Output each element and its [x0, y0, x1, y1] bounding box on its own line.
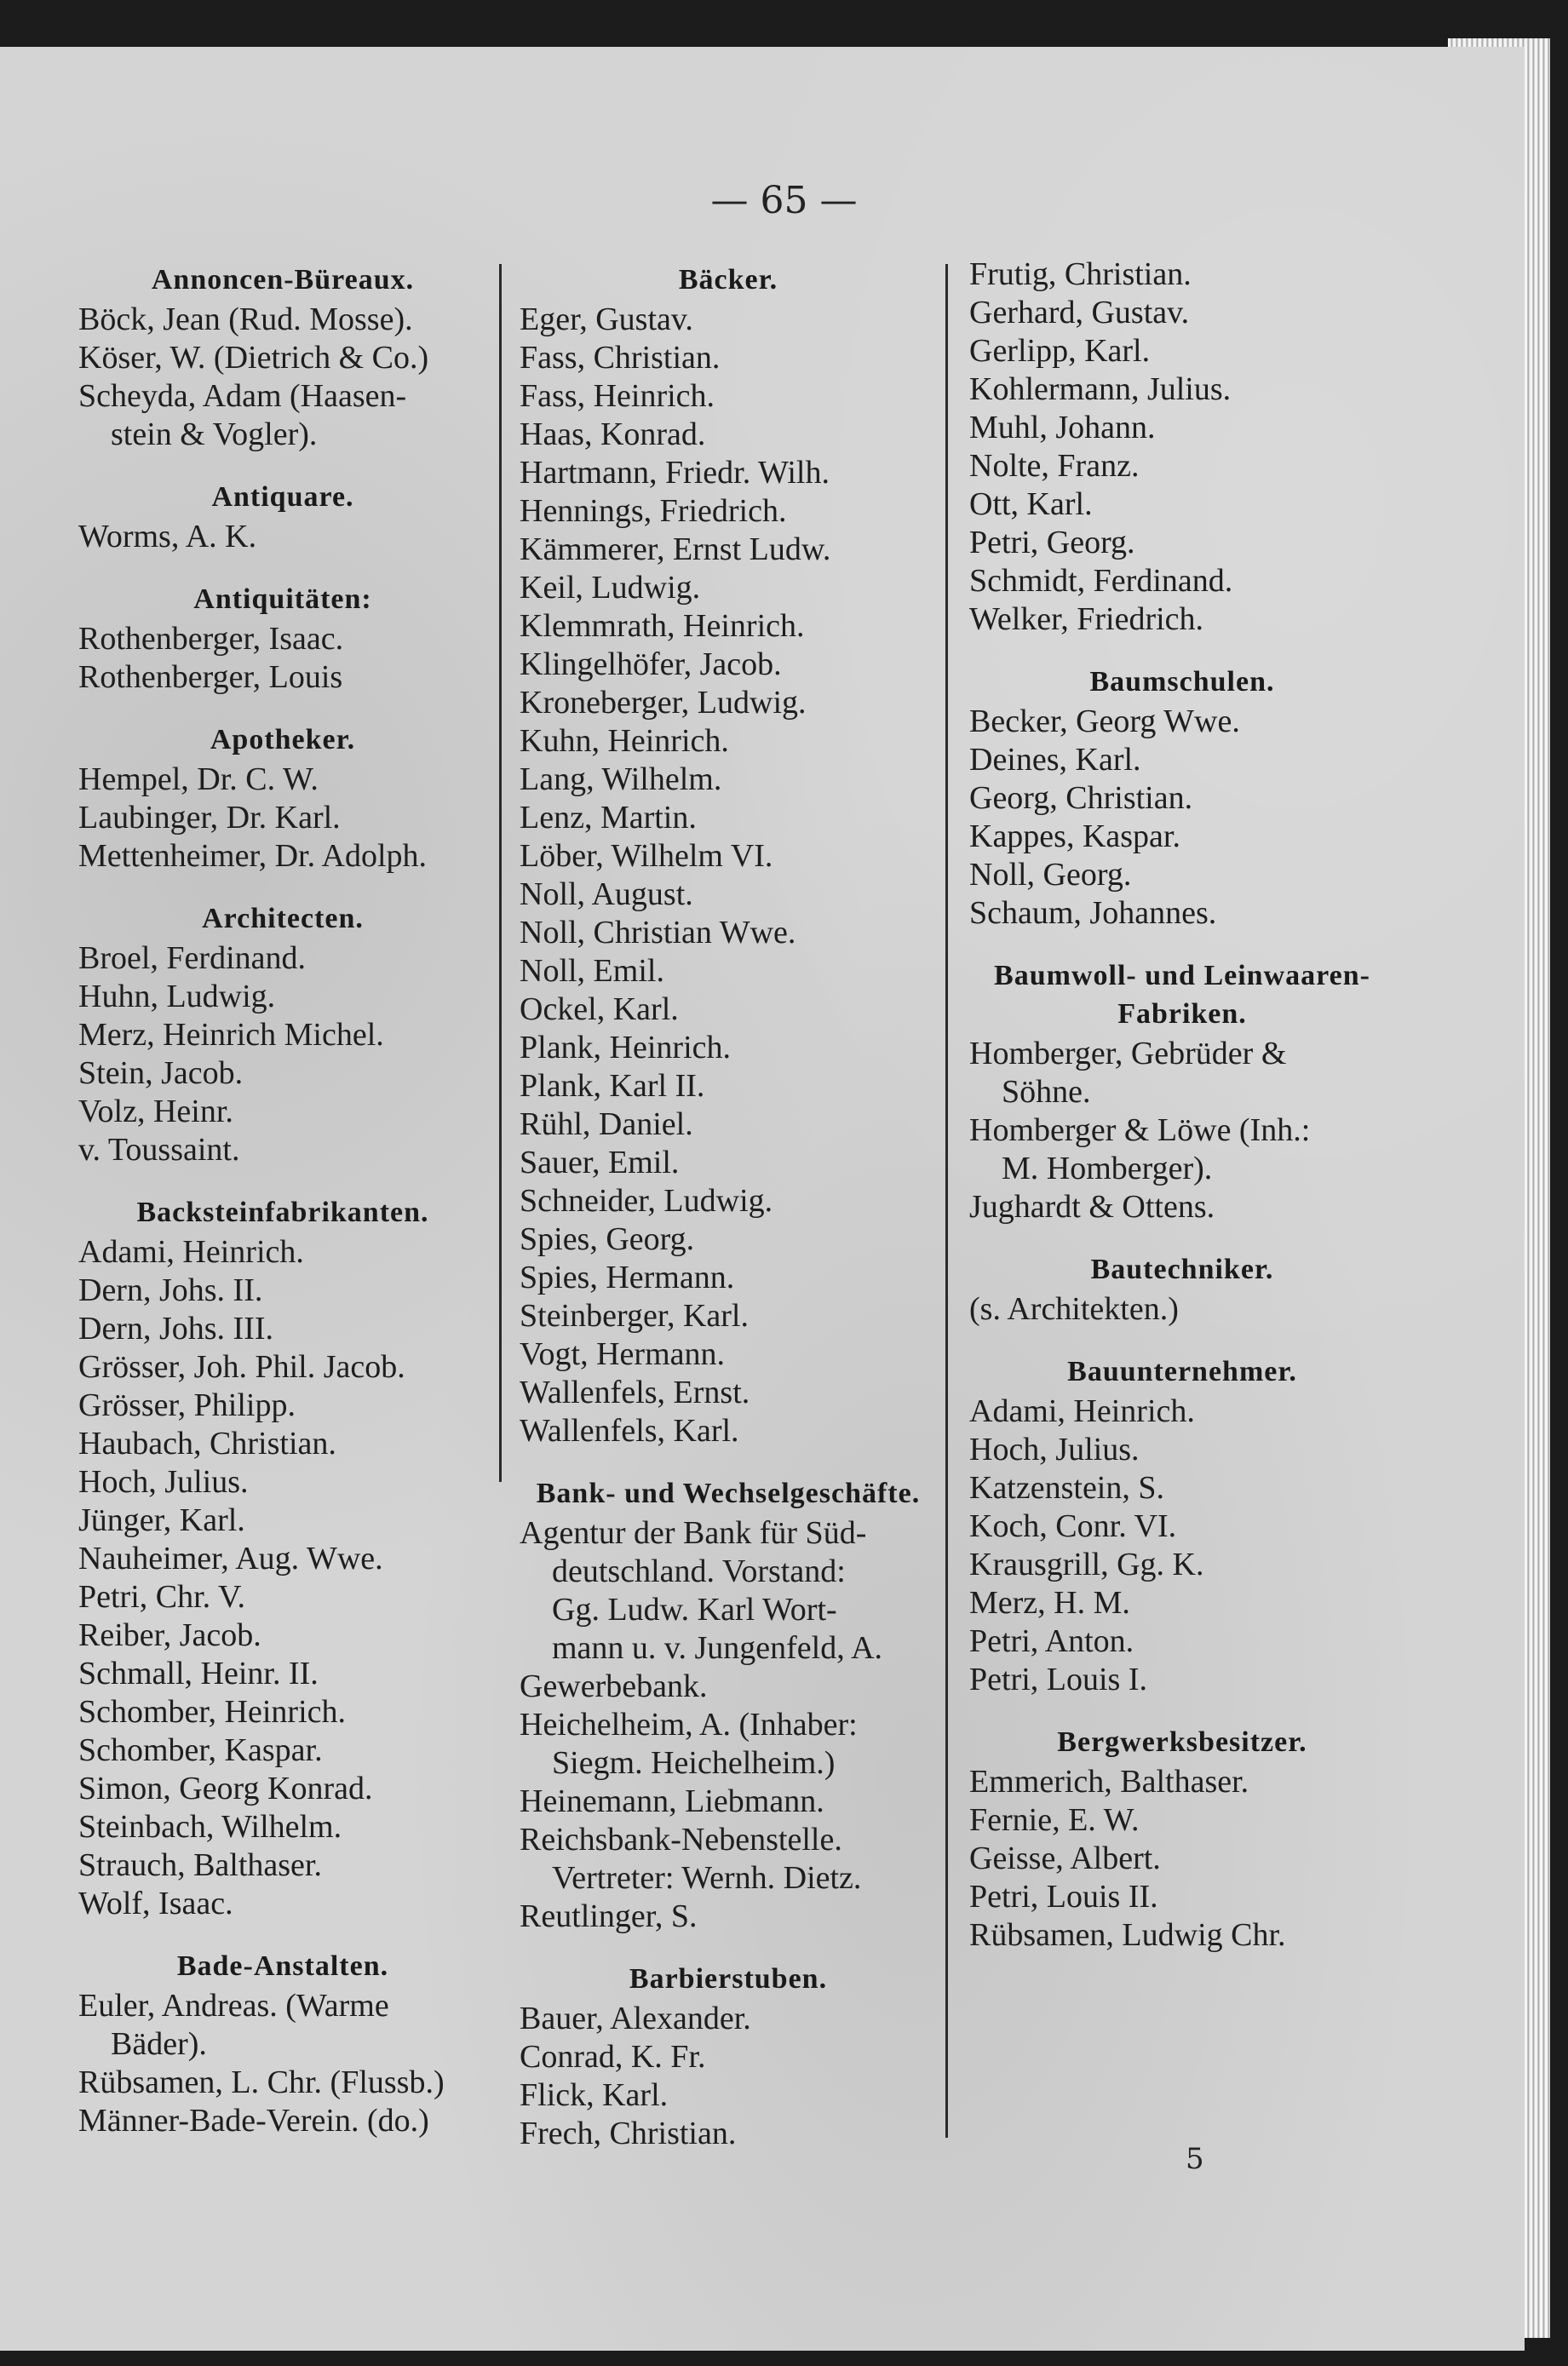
directory-entry: Haas, Konrad. — [520, 416, 706, 452]
directory-entry: Gerhard, Gustav. — [969, 295, 1190, 330]
directory-entry: Plank, Karl II. — [520, 1068, 705, 1104]
directory-entry: Spies, Hermann. — [520, 1260, 735, 1295]
directory-entry: mann u. v. Jungenfeld, A. — [552, 1630, 883, 1666]
directory-section — [969, 956, 1395, 1226]
directory-entry: Deines, Karl. — [969, 742, 1141, 778]
directory-entry: Jünger, Karl. — [78, 1502, 245, 1538]
directory-entry: Siegm. Heichelheim.) — [552, 1745, 836, 1781]
directory-section — [969, 1250, 1395, 1329]
directory-entry: Flick, Karl. — [520, 2077, 669, 2113]
directory-entry: Lang, Wilhelm. — [520, 761, 722, 797]
directory-entry: Georg, Christian. — [969, 780, 1193, 816]
directory-section — [78, 580, 487, 697]
column-2 — [520, 256, 937, 2153]
directory-entry: Gewerbebank. — [520, 1668, 708, 1704]
directory-entry: Noll, Emil. — [520, 953, 664, 989]
directory-entry: Nolte, Franz. — [969, 448, 1140, 484]
section-heading: Bade-Anstalten. — [176, 1950, 389, 1982]
directory-section — [78, 899, 487, 1169]
directory-entry: Kämmerer, Ernst Ludw. — [520, 531, 831, 567]
directory-section — [520, 261, 937, 1450]
directory-entry: Rothenberger, Isaac. — [78, 621, 344, 657]
directory-entry: Spies, Georg. — [520, 1221, 695, 1257]
directory-entry: Rothenberger, Louis — [78, 659, 343, 695]
directory-entry: Hartmann, Friedr. Wilh. — [520, 455, 830, 491]
column-3 — [969, 256, 1395, 1955]
section-heading: Baumwoll- und Leinwaaren-Fabriken. — [994, 960, 1370, 1030]
directory-entry: Ott, Karl. — [969, 486, 1093, 522]
directory-entry: Reutlinger, S. — [520, 1898, 698, 1934]
directory-entry: M. Homberger). — [1002, 1151, 1213, 1186]
directory-entry: Welker, Friedrich. — [969, 601, 1204, 637]
directory-entry: Gg. Ludw. Karl Wort- — [552, 1592, 837, 1628]
directory-entry: Wallenfels, Ernst. — [520, 1375, 750, 1410]
directory-entry: Rübsamen, Ludwig Chr. — [969, 1917, 1286, 1953]
directory-entry: Vogt, Hermann. — [520, 1336, 725, 1372]
directory-entry: Ockel, Karl. — [520, 991, 679, 1027]
directory-entry: Scheyda, Adam (Haasen- — [78, 378, 407, 414]
section-heading: Annoncen-Büreaux. — [151, 264, 415, 296]
directory-entry: Dern, Johs. II. — [78, 1272, 263, 1308]
directory-entry: Steinbach, Wilhelm. — [78, 1809, 342, 1845]
directory-entry: Rübsamen, L. Chr. (Flussb.) — [78, 2065, 445, 2100]
directory-entry: Euler, Andreas. (Warme — [78, 1988, 389, 2024]
directory-entry: Männer-Bade-Verein. (do.) — [78, 2103, 429, 2139]
directory-entry: Hoch, Julius. — [969, 1432, 1140, 1467]
directory-entry: Geisse, Albert. — [969, 1841, 1161, 1876]
directory-entry: Conrad, K. Fr. — [520, 2039, 706, 2075]
directory-entry: Emmerich, Balthaser. — [969, 1764, 1249, 1800]
directory-entry: Reichsbank-Nebenstelle. — [520, 1822, 842, 1858]
directory-entry: Homberger, Gebrüder & — [969, 1036, 1287, 1071]
directory-entry: Muhl, Johann. — [969, 410, 1156, 445]
directory-entry: Adami, Heinrich. — [78, 1234, 304, 1270]
directory-entry: Frech, Christian. — [520, 2116, 737, 2151]
directory-entry: Worms, A. K. — [78, 519, 257, 554]
directory-entry: Rühl, Daniel. — [520, 1106, 693, 1142]
page-number: — 65 — — [710, 179, 858, 222]
directory-entry: Becker, Georg Wwe. — [969, 703, 1240, 739]
directory-entry: v. Toussaint. — [78, 1132, 240, 1168]
directory-entry: Heichelheim, A. (Inhaber: — [520, 1707, 858, 1743]
directory-entry: Nauheimer, Aug. Wwe. — [78, 1541, 383, 1576]
section-heading: Antiquare. — [211, 481, 354, 513]
section-heading: Architecten. — [202, 903, 364, 934]
directory-entry: Simon, Georg Konrad. — [78, 1771, 373, 1806]
directory-entry: Fernie, E. W. — [969, 1802, 1140, 1838]
directory-entry: Klemmrath, Heinrich. — [520, 608, 805, 644]
directory-entry: Schmall, Heinr. II. — [78, 1656, 319, 1691]
directory-entry: Homberger & Löwe (Inh.: — [969, 1112, 1311, 1148]
directory-section — [78, 1947, 487, 2140]
directory-section — [969, 663, 1395, 933]
directory-entry: Noll, Georg. — [969, 857, 1132, 893]
directory-entry: Fass, Christian. — [520, 340, 721, 376]
directory-entry: Volz, Heinr. — [78, 1094, 233, 1129]
section-heading: Bank- und Wechselgeschäfte. — [536, 1478, 921, 1509]
directory-entry: Broel, Ferdinand. — [78, 940, 307, 976]
directory-entry: Keil, Ludwig. — [520, 570, 701, 606]
directory-entry: Krausgrill, Gg. K. — [969, 1547, 1204, 1582]
directory-entry: Petri, Georg. — [969, 525, 1135, 560]
directory-entry: Kuhn, Heinrich. — [520, 723, 729, 759]
directory-entry: Merz, H. M. — [969, 1585, 1130, 1621]
section-heading: Apotheker. — [210, 724, 356, 755]
directory-entry: Merz, Heinrich Michel. — [78, 1017, 384, 1053]
directory-entry: (s. Architekten.) — [969, 1291, 1179, 1327]
directory-section — [78, 721, 487, 876]
directory-entry: Wolf, Isaac. — [78, 1886, 233, 1921]
directory-entry: Wallenfels, Karl. — [520, 1413, 739, 1449]
directory-entry: Heinemann, Liebmann. — [520, 1783, 824, 1819]
directory-section — [78, 1193, 487, 1923]
section-heading: Baumschulen. — [1089, 666, 1275, 698]
directory-entry: Kappes, Kaspar. — [969, 818, 1180, 854]
directory-entry: Schaum, Johannes. — [969, 895, 1217, 931]
section-heading: Bergwerksbesitzer. — [1057, 1726, 1307, 1758]
section-heading: Barbierstuben. — [629, 1963, 828, 1995]
directory-entry: Katzenstein, S. — [969, 1470, 1165, 1506]
directory-entry: Petri, Louis II. — [969, 1879, 1158, 1915]
column-1 — [78, 256, 487, 2140]
directory-entry: Eger, Gustav. — [520, 301, 693, 337]
directory-entry: Hempel, Dr. C. W. — [78, 761, 319, 797]
column-rule-2 — [945, 264, 948, 2138]
directory-entry: Noll, Christian Wwe. — [520, 915, 796, 950]
section-heading: Bäcker. — [678, 264, 778, 296]
directory-entry: stein & Vogler). — [111, 416, 318, 452]
directory-entry: Klingelhöfer, Jacob. — [520, 646, 782, 682]
directory-entry: Steinberger, Karl. — [520, 1298, 749, 1334]
section-heading: Bauunternehmer. — [1067, 1356, 1297, 1387]
section-heading: Backsteinfabrikanten. — [136, 1197, 429, 1228]
directory-entry: Huhn, Ludwig. — [78, 979, 276, 1014]
directory-entry: Jughardt & Ottens. — [969, 1189, 1215, 1225]
directory-entry: Grösser, Joh. Phil. Jacob. — [78, 1349, 405, 1385]
directory-entry: Schomber, Heinrich. — [78, 1694, 347, 1730]
directory-entry: Strauch, Balthaser. — [78, 1847, 322, 1883]
directory-entry: Petri, Louis I. — [969, 1662, 1147, 1697]
signature-number: 5 — [1186, 2142, 1204, 2176]
directory-entry: Grösser, Philipp. — [78, 1387, 296, 1423]
directory-entry: Sauer, Emil. — [520, 1145, 680, 1180]
directory-entry: Schomber, Kaspar. — [78, 1732, 323, 1768]
directory-entry: Bauer, Alexander. — [520, 2001, 751, 2036]
directory-section — [520, 1474, 937, 1936]
directory-entry: Schmidt, Ferdinand. — [969, 563, 1233, 599]
directory-entry: Stein, Jacob. — [78, 1055, 244, 1091]
directory-section — [969, 256, 1395, 639]
directory-entry: Haubach, Christian. — [78, 1426, 336, 1462]
directory-entry: Gerlipp, Karl. — [969, 333, 1151, 369]
directory-entry: Laubinger, Dr. Karl. — [78, 800, 341, 836]
directory-entry: Noll, August. — [520, 876, 693, 912]
section-heading: Bautechniker. — [1090, 1254, 1274, 1285]
directory-entry: Löber, Wilhelm VI. — [520, 838, 773, 874]
directory-entry: Plank, Heinrich. — [520, 1030, 732, 1065]
directory-entry: Böck, Jean (Rud. Mosse). — [78, 301, 413, 337]
directory-entry: deutschland. Vorstand: — [552, 1553, 846, 1589]
directory-entry: Kohlermann, Julius. — [969, 371, 1232, 407]
directory-entry: Reiber, Jacob. — [78, 1617, 261, 1653]
directory-section — [78, 261, 487, 454]
directory-entry: Dern, Johs. III. — [78, 1311, 274, 1347]
directory-entry: Frutig, Christian. — [969, 256, 1192, 292]
directory-entry: Fass, Heinrich. — [520, 378, 715, 414]
directory-entry: Agentur der Bank für Süd- — [520, 1515, 867, 1551]
section-heading: Antiquitäten: — [193, 583, 372, 615]
directory-entry: Bäder). — [111, 2026, 207, 2062]
directory-entry: Köser, W. (Dietrich & Co.) — [78, 340, 429, 376]
directory-section — [969, 1352, 1395, 1699]
directory-entry: Lenz, Martin. — [520, 800, 697, 836]
directory-section — [78, 478, 487, 556]
directory-entry: Petri, Anton. — [969, 1623, 1134, 1659]
directory-entry: Mettenheimer, Dr. Adolph. — [78, 838, 428, 874]
directory-entry: Adami, Heinrich. — [969, 1393, 1195, 1429]
directory-entry: Hoch, Julius. — [78, 1464, 249, 1500]
column-rule-1 — [499, 264, 502, 1482]
directory-section — [520, 1960, 937, 2153]
directory-entry: Schneider, Ludwig. — [520, 1183, 773, 1219]
directory-entry: Koch, Conr. VI. — [969, 1508, 1177, 1544]
directory-entry: Petri, Chr. V. — [78, 1579, 246, 1615]
directory-entry: Vertreter: Wernh. Dietz. — [552, 1860, 862, 1896]
directory-entry: Hennings, Friedrich. — [520, 493, 787, 529]
directory-section — [969, 1723, 1395, 1955]
directory-entry: Kroneberger, Ludwig. — [520, 685, 807, 721]
directory-entry: Söhne. — [1002, 1074, 1091, 1110]
